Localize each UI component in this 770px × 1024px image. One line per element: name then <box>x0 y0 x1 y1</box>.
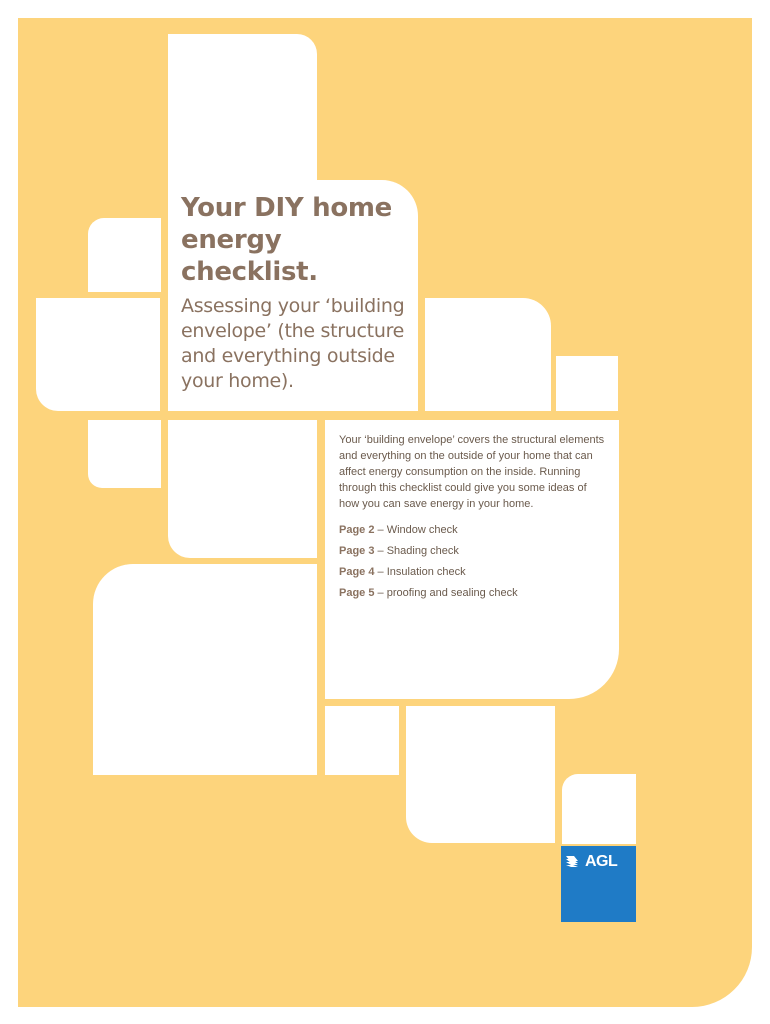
separator: – <box>377 587 384 599</box>
agl-sun-icon <box>566 855 586 869</box>
list-item <box>339 520 609 541</box>
tile <box>93 564 317 775</box>
tile <box>36 298 160 411</box>
list-item-label: Shading check <box>386 545 459 557</box>
page-subtitle: Assessing your ‘building envelope’ (the structure and everything outside your home). <box>181 295 405 392</box>
tile <box>556 356 618 411</box>
tile <box>88 218 161 292</box>
tile <box>425 298 551 411</box>
logo-text: AGL <box>585 853 618 870</box>
list-item <box>339 541 609 562</box>
page-number: Page 5 <box>339 587 375 599</box>
heading-block <box>181 192 411 394</box>
checklist-index <box>339 520 609 604</box>
tile <box>88 420 161 488</box>
page-number: Page 3 <box>339 545 375 557</box>
page-number: Page 4 <box>339 566 375 578</box>
tile <box>168 420 317 558</box>
list-item-label: Window check <box>386 524 458 536</box>
list-item <box>339 562 609 583</box>
separator: – <box>377 524 384 536</box>
intro-text: Your ‘building envelope’ covers the structural elements and everything on the outside of your home that can affect energy consumption on the inside. Running through this checklist could give you some ideas of how you can save energy in your home. <box>339 434 605 510</box>
list-item-label: proofing and sealing check <box>386 587 518 599</box>
list-item-label: Insulation check <box>386 566 466 578</box>
tile <box>168 34 317 191</box>
separator: – <box>377 545 384 557</box>
tile <box>406 706 555 843</box>
agl-logo <box>561 846 636 922</box>
intro-block <box>339 432 609 604</box>
page-title: Your DIY home energy checklist. <box>181 193 393 287</box>
list-item <box>339 583 609 604</box>
tile <box>562 774 636 844</box>
separator: – <box>377 566 384 578</box>
page-number: Page 2 <box>339 524 375 536</box>
tile <box>325 706 399 775</box>
